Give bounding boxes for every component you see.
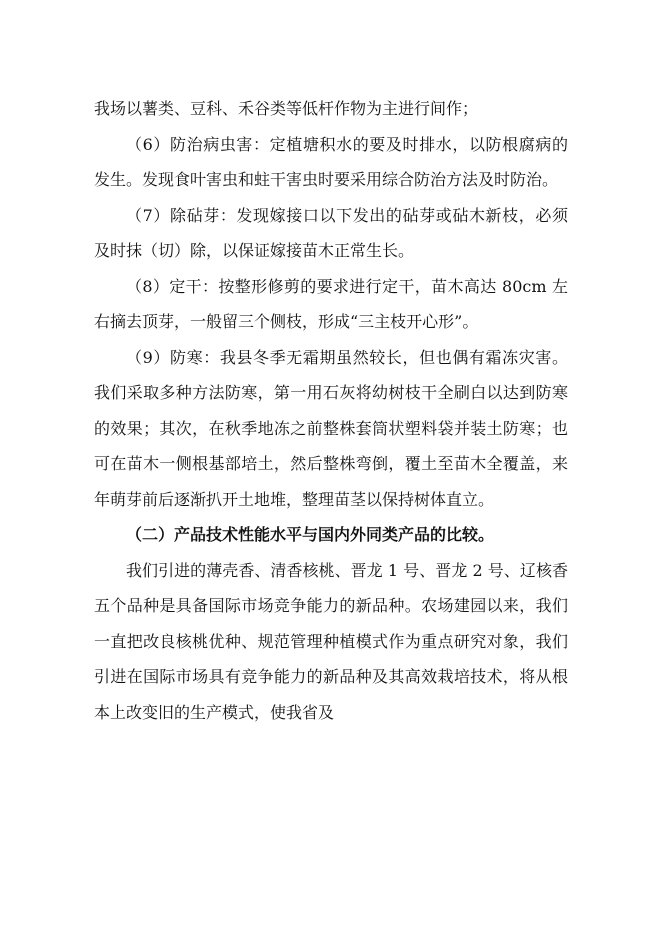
paragraph-pest-control: （6）防治病虫害：定植塘积水的要及时排水，以防根腐病的发生。发现食叶害虫和蛀干害虫时要采用综合防治方法及时防治。 [94,134,568,189]
paragraph-cold-protection: （9）防寒：我县冬季无霜期虽然较长，但也偶有霜冻灾害。我们采取多种方法防寒，第一用石灰将幼树枝干全刷白以达到防寒的效果；其次，在秋季地冻之前整株套筒状塑料袋并装土防寒；也可在苗木一侧根基部培土，然后整株弯倒，覆土至苗木全覆盖，来年萌芽前后逐渐扒开土地堆，整理苗茎以保持树体直立。 [94,347,568,509]
paragraph-trunk-setting: （8）定干：按整形修剪的要求进行定干，苗木高达 80cm 左右摘去顶芽，一般留三个侧枝，形成“三主枝开心形”。 [94,276,568,331]
paragraph-varieties-introduction: 我们引进的薄壳香、清香核桃、晋龙 1 号、晋龙 2 号、辽核香五个品种是具备国际市场竞争能力的新品种。农场建园以来，我们一直把改良核桃优种、规范管理种植模式作为重点研究对象，我们引进在国际市场具有竞争能力的新品种及其高效栽培技术，将从根本上改变旧的生产模式，使我省及 [94,560,568,722]
paragraph-remove-rootstock-buds: （7）除砧芽：发现嫁接口以下发出的砧芽或砧木新枝，必须及时抹（切）除，以保证嫁接苗木正常生长。 [94,205,568,260]
section-heading-comparison: （二）产品技术性能水平与国内外同类产品的比较。 [126,525,495,544]
paragraph-intercrop-continuation: 我场以薯类、豆科、禾谷类等低杆作物为主进行间作； [94,99,479,118]
document-body [94,91,568,730]
